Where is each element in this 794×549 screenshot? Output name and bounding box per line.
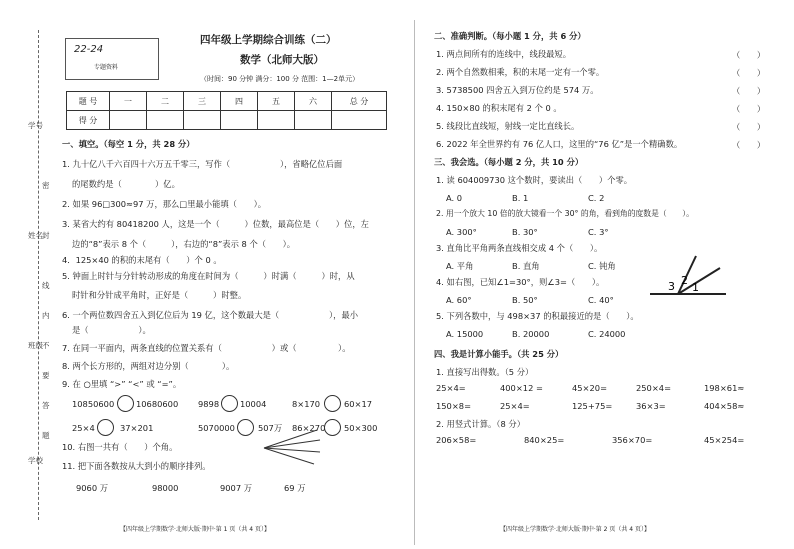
choice-1: 1. 读 604009730 这个数时，要读出（ ）个零。 xyxy=(436,175,633,185)
score-cell[interactable] xyxy=(332,111,387,130)
score-cell[interactable] xyxy=(110,111,147,130)
side-label-student-id: 学号 xyxy=(28,121,43,130)
judge-answer-3[interactable]: （ ） xyxy=(732,86,766,96)
binding-dashed-line xyxy=(38,30,39,520)
judge-answer-1[interactable]: （ ） xyxy=(732,50,766,60)
choice-3-option-c[interactable]: C. 钝角 xyxy=(588,261,616,271)
calc-item: 25×4= xyxy=(500,401,530,411)
choice-5: 5. 下列各数中，与 498×37 的积最接近的是（ ）。 xyxy=(436,311,639,321)
choice-5-option-b[interactable]: B. 20000 xyxy=(512,329,550,339)
calc-item: 198×61≈ xyxy=(704,383,745,393)
section3-title: 三、我会选。（每小题 2 分，共 10 分） xyxy=(434,157,584,167)
side-seal-2: 封 xyxy=(42,231,50,240)
question-6a: 6. 一个两位数四舍五入到亿位后为 19 亿，这个数最大是（ ），最小 xyxy=(62,310,359,320)
section4-title: 四、我是计算小能手。（共 25 分） xyxy=(434,349,564,359)
question-3a: 3. 某省大约有 80418200 人，这是一个（ ）位数，最高位是（ ）位，左 xyxy=(62,219,369,229)
side-label-name: 姓名 xyxy=(28,231,43,240)
question-2: 2. 如果 96□300≈97 万，那么□里最小能填（ ）。 xyxy=(62,199,267,209)
judge-2: 2. 两个自然数相乘，积的末尾一定有一个零。 xyxy=(436,67,605,77)
judge-1: 1. 两点间所有的连线中，线段最短。 xyxy=(436,49,572,59)
calc-item: 25×4= xyxy=(436,383,466,393)
judge-6: 6. 2022 年全世界约有 76 亿人口，这里的“76 亿”是一个精确数。 xyxy=(436,139,683,149)
question-5a: 5. 钟面上时针与分针转动形成的角度在时间为（ ）时满（ ）时，从 xyxy=(62,271,355,281)
score-header-cell: 五 xyxy=(258,92,295,111)
side-seal-8: 题 xyxy=(42,431,50,440)
choice-1-option-a[interactable]: A. 0 xyxy=(446,193,463,203)
choice-2-option-a[interactable]: A. 300° xyxy=(446,227,477,237)
compare-circle[interactable] xyxy=(237,419,254,436)
choice-2-option-b[interactable]: B. 30° xyxy=(512,227,538,237)
question-7: 7. 在同一平面内，两条直线的位置关系有（ ）或（ ）。 xyxy=(62,343,351,353)
question-3b: 边的“8”表示 8 个（ ），右边的“8”表示 8 个（ ）。 xyxy=(72,239,296,249)
vertical-calc-item: 840×25= xyxy=(524,435,565,445)
score-header-cell: 二 xyxy=(147,92,184,111)
stamp-subtext: 专题资料 xyxy=(94,64,119,71)
choice-4-option-a[interactable]: A. 60° xyxy=(446,295,472,305)
question-4: 4．125×40 的积的末尾有（ ）个 0 。 xyxy=(62,255,222,265)
question-5b: 时针和分针成平角时，正好是（ ）时整。 xyxy=(72,290,247,300)
side-seal-5: 不 xyxy=(42,341,50,350)
compare-circle[interactable] xyxy=(324,419,341,436)
compare-item: 10004 xyxy=(240,399,267,409)
score-cell[interactable] xyxy=(258,111,295,130)
section2-title: 二、准确判断。（每小题 1 分，共 6 分） xyxy=(434,31,586,41)
judge-answer-5[interactable]: （ ） xyxy=(732,122,766,132)
score-cell[interactable] xyxy=(147,111,184,130)
side-seal-6: 要 xyxy=(42,371,50,380)
choice-4-option-b[interactable]: B. 50° xyxy=(512,295,538,305)
score-cell[interactable] xyxy=(221,111,258,130)
question-10: 10. 右图一共有（ ）个角。 xyxy=(62,442,178,452)
choice-4-option-c[interactable]: C. 40° xyxy=(588,295,614,305)
compare-item: 8×170 xyxy=(292,399,321,409)
judge-answer-6[interactable]: （ ） xyxy=(732,140,766,150)
choice-1-option-c[interactable]: C. 2 xyxy=(588,193,605,203)
side-label-class: 班级 xyxy=(28,341,43,350)
score-table xyxy=(66,91,387,130)
calc-item: 150×8= xyxy=(436,401,472,411)
calc-item: 125+75= xyxy=(572,401,613,411)
judge-answer-2[interactable]: （ ） xyxy=(732,68,766,78)
compare-circle[interactable] xyxy=(324,395,341,412)
judge-answer-4[interactable]: （ ） xyxy=(732,104,766,114)
side-seal-3: 线 xyxy=(42,281,50,290)
score-header-cell: 四 xyxy=(221,92,258,111)
calc-item: 36×3= xyxy=(636,401,666,411)
compare-item: 10850600 xyxy=(72,399,115,409)
calc-item: 45×20= xyxy=(572,383,608,393)
score-header-cell: 六 xyxy=(295,92,332,111)
compare-circle[interactable] xyxy=(221,395,238,412)
score-cell[interactable] xyxy=(295,111,332,130)
choice-5-option-a[interactable]: A. 15000 xyxy=(446,329,484,339)
footer-right: 【四年级上学期数学·北师大版·期中·第 2 页（共 4 页）】 xyxy=(500,526,650,533)
page-title: 四年级上学期综合训练（二） xyxy=(200,34,337,46)
compare-item: 60×17 xyxy=(344,399,373,409)
compare-item: 25×4 xyxy=(72,423,95,433)
compare-item: 9898 xyxy=(198,399,220,409)
page-subtitle: 数学（北师大版） xyxy=(240,54,324,66)
question-9: 9. 在 ○里填 “>” “<” 或 “=”。 xyxy=(62,379,182,389)
calc-item: 250×4= xyxy=(636,383,672,393)
choice-2: 2. 用一个放大 10 倍的放大镜看一个 30° 的角，看到角的度数是（ ）。 xyxy=(436,209,694,218)
choice-4: 4. 如右图，已知∠1=30°，则∠3=（ ）。 xyxy=(436,277,605,287)
score-cell[interactable] xyxy=(184,111,221,130)
compare-item: 86×270 xyxy=(292,423,326,433)
compare-item: 5070000 xyxy=(198,423,235,433)
compare-circle[interactable] xyxy=(117,395,134,412)
angle-figure xyxy=(648,250,728,300)
stamp-text: 22-24 xyxy=(74,44,104,55)
calc-item: 404×58≈ xyxy=(704,401,745,411)
compare-item: 37×201 xyxy=(120,423,154,433)
angle-fan-figure xyxy=(262,428,322,468)
side-seal-4: 内 xyxy=(42,311,50,320)
calc-part-1: 1. 直接写出得数。（5 分） xyxy=(436,367,534,377)
choice-3-option-a[interactable]: A. 平角 xyxy=(446,261,474,271)
compare-item: 10680600 xyxy=(136,399,179,409)
vertical-calc-item: 356×70= xyxy=(612,435,653,445)
section1-title: 一、填空。（每空 1 分，共 28 分） xyxy=(62,139,195,149)
judge-4: 4. 150×80 的积末尾有 2 个 0 。 xyxy=(436,103,562,113)
score-row-label: 得 分 xyxy=(67,111,110,130)
score-header-cell: 一 xyxy=(110,92,147,111)
compare-circle[interactable] xyxy=(97,419,114,436)
page-divider xyxy=(414,20,415,545)
judge-3: 3. 5738500 四舍五入到万位约是 574 万。 xyxy=(436,85,599,95)
angle-label-3: 3 xyxy=(668,280,675,293)
choice-5-option-c[interactable]: C. 24000 xyxy=(588,329,626,339)
footer-left: 【四年级上学期数学·北师大版·期中·第 1 页（共 4 页）】 xyxy=(120,526,270,533)
compare-item: 50×300 xyxy=(344,423,378,433)
score-header-cell: 三 xyxy=(184,92,221,111)
choice-3: 3. 直角比平角两条直线相交成 4 个（ ）。 xyxy=(436,243,603,253)
order-number: 9007 万 xyxy=(220,483,253,493)
exam-info: （时间：90 分钟 满分：100 分 范围：1—2单元） xyxy=(200,75,360,83)
choice-1-option-b[interactable]: B. 1 xyxy=(512,193,529,203)
calc-part-2: 2. 用竖式计算。（8 分） xyxy=(436,419,525,429)
compare-item: 507万 xyxy=(258,423,283,433)
angle-label-2: 2 xyxy=(681,274,688,287)
angle-label-1: 1 xyxy=(692,281,699,294)
side-label-school: 学校 xyxy=(28,456,43,465)
question-8: 8. 两个长方形的，两组对边分别（ ）。 xyxy=(62,361,235,371)
order-number: 9060 万 xyxy=(76,483,109,493)
choice-3-option-b[interactable]: B. 直角 xyxy=(512,261,540,271)
stamp-box xyxy=(65,38,159,80)
side-seal-1: 密 xyxy=(42,181,50,190)
judge-5: 5. 线段比直线短，射线一定比直线长。 xyxy=(436,121,580,131)
question-1b: 的尾数约是（ ）亿。 xyxy=(72,179,180,189)
order-number: 69 万 xyxy=(284,483,306,493)
vertical-calc-item: 45×254= xyxy=(704,435,745,445)
vertical-calc-item: 206×58= xyxy=(436,435,477,445)
calc-item: 400×12 = xyxy=(500,383,543,393)
choice-2-option-c[interactable]: C. 3° xyxy=(588,227,609,237)
question-11: 11. 把下面各数按从大到小的顺序排列。 xyxy=(62,461,211,471)
order-number: 98000 xyxy=(152,483,179,493)
score-header-cell: 总 分 xyxy=(332,92,387,111)
question-1a: 1. 九十亿八千六百四十六万五千零三，写作（ ），省略亿位后面 xyxy=(62,159,343,169)
question-6b: 是（ ）。 xyxy=(72,325,151,335)
side-seal-7: 答 xyxy=(42,401,50,410)
score-header-cell: 题 号 xyxy=(67,92,110,111)
